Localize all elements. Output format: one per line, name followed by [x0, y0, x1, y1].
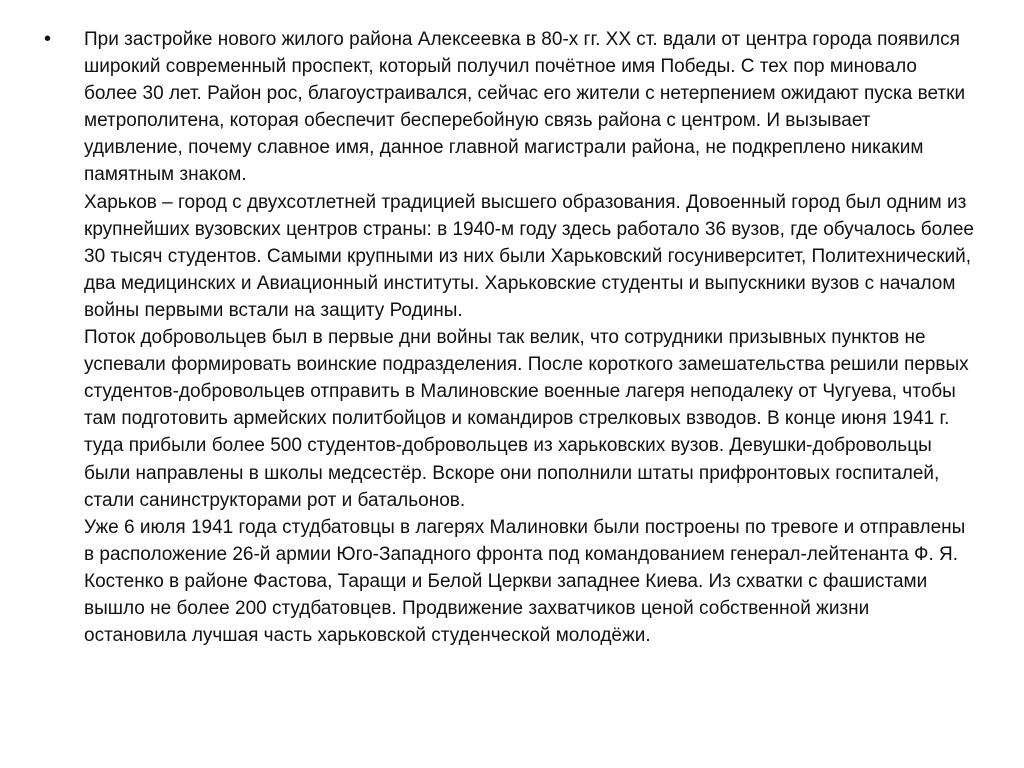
paragraph-kharkiv-education: Харьков – город с двухсотлетней традицией высшего образования. Довоенный город был одним из крупнейших вузовских центров страны: в 1940-м году здесь работало 36 вузов, где обучалось более 30 тысяч студентов. Самыми крупными из них были Харьковский госуниверситет, Политехнический, два медицинских и Авиационный институты. Харьковские студенты и выпускники вузов с началом войны первыми встали на защиту Родины. [84, 191, 975, 321]
paragraph-volunteers: Поток добровольцев был в первые дни войны так велик, что сотрудники призывных пунктов не успевали формировать воинские подразделения. После короткого замешательства решили первых студентов-добровольцев отправить в Малиновские военные лагеря неподалеку от Чугуева, чтобы там подготовить армейских политбойцов и командиров стрелковых взводов. В конце июня 1941 г. туда прибыли более 500 студентов-добровольцев из харьковских вузов. Девушки-добровольцы были направлены в школы медсестёр. Вскоре они пополнили штаты прифронтовых госпиталей, стали санинструкторами рот и батальонов. [84, 327, 969, 511]
paragraph-student-battalion: Уже 6 июля 1941 года студбатовцы в лагерях Малиновки были построены по тревоге и отправлены в расположение 26-й армии Юго-Западного фронта под командованием генерал-лейтенанта Ф. Я. Костенко в районе Фастова, Таращи и Белой Церкви западнее Киева. Из схватки с фашистами вышло не более 200 студбатовцев. Продвижение захватчиков ценой собственной жизни остановила лучшая часть харьковской студенческой молодёжи. [84, 516, 966, 647]
bullet-marker: • [44, 28, 52, 50]
bullet-item [44, 26, 974, 649]
paragraph-victory-avenue: При застройке нового жилого района Алексеевка в 80-х гг. XX ст. вдали от центра города появился широкий современный проспект, который получил почётное имя Победы. С тех пор миновало более 30 лет. Район рос, благоустраивался, сейчас его жители с нетерпением ожидают пуска ветки метрополитена, которая обеспечит бесперебойную связь района с центром. И вызывает удивление, почему славное имя, данное главной магистрали района, не подкреплено никаким памятным знаком. [84, 29, 966, 186]
text-body [84, 26, 974, 649]
